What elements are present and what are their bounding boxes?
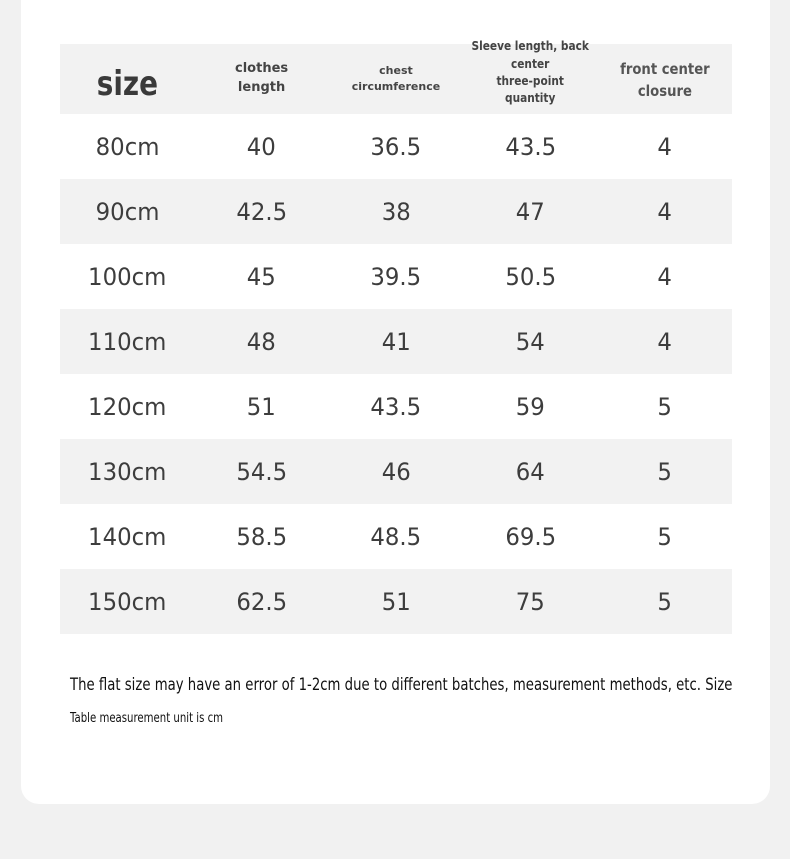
cell-sleeve-length: 64: [515, 457, 545, 486]
cell-clothes-length: 58.5: [236, 522, 287, 551]
cell-front-center-closure: 5: [657, 392, 673, 421]
cell-clothes-length: 42.5: [236, 197, 287, 226]
table-row: [60, 439, 732, 504]
cell-size: 80cm: [95, 132, 160, 161]
cell-sleeve-length: 43.5: [504, 132, 556, 161]
cell-chest-circumference: 46: [381, 457, 411, 486]
cell-front-center-closure: 5: [657, 457, 673, 486]
cell-chest-circumference: 41: [381, 327, 411, 356]
cell-chest-circumference: 48.5: [370, 522, 422, 551]
header-sleeve-length: Sleeve length, back center three-point quantity: [471, 39, 590, 106]
cell-front-center-closure: 5: [657, 587, 673, 616]
measurement-note-line-2: Table measurement unit is cm: [70, 711, 224, 726]
table-header: [60, 39, 732, 114]
header-row: [60, 44, 732, 114]
cell-sleeve-length: 59: [515, 392, 545, 421]
table-row: [60, 569, 732, 634]
cell-size: 100cm: [88, 262, 167, 291]
cell-chest-circumference: 38: [381, 197, 411, 226]
cell-clothes-length: 54.5: [236, 457, 287, 486]
table-row: [60, 374, 732, 439]
header-chest-circumference: chest circumference: [351, 64, 441, 93]
table-row: [60, 309, 732, 374]
cell-front-center-closure: 4: [657, 327, 673, 356]
cell-clothes-length: 51: [247, 392, 277, 421]
measurement-note-line-1: The flat size may have an error of 1-2cm due to different batches, measurement methods, etc. Size: [70, 675, 733, 695]
table-row: [60, 504, 732, 569]
cell-clothes-length: 45: [247, 262, 277, 291]
header-front-center-closure: front center closure: [619, 60, 710, 100]
cell-front-center-closure: 4: [657, 262, 673, 291]
table-body: [60, 114, 732, 634]
cell-clothes-length: 48: [247, 327, 277, 356]
cell-size: 110cm: [88, 327, 167, 356]
cell-chest-circumference: 39.5: [370, 262, 422, 291]
header-size: size: [96, 64, 158, 104]
table-row: [60, 114, 732, 179]
cell-size: 140cm: [88, 522, 167, 551]
cell-front-center-closure: 4: [657, 197, 673, 226]
cell-size: 90cm: [95, 197, 160, 226]
cell-sleeve-length: 50.5: [504, 262, 556, 291]
cell-sleeve-length: 54: [515, 327, 545, 356]
cell-chest-circumference: 36.5: [370, 132, 422, 161]
cell-clothes-length: 62.5: [236, 587, 287, 616]
size-table: [60, 39, 732, 634]
cell-front-center-closure: 5: [657, 522, 673, 551]
cell-clothes-length: 40: [247, 132, 277, 161]
cell-sleeve-length: 47: [515, 197, 545, 226]
cell-sleeve-length: 69.5: [504, 522, 556, 551]
cell-front-center-closure: 4: [657, 132, 673, 161]
cell-size: 130cm: [88, 457, 167, 486]
cell-chest-circumference: 43.5: [370, 392, 422, 421]
header-clothes-length: clothes length: [235, 61, 289, 95]
table-row: [60, 244, 732, 309]
table-row: [60, 179, 732, 244]
cell-size: 150cm: [88, 587, 167, 616]
cell-chest-circumference: 51: [381, 587, 411, 616]
cell-size: 120cm: [88, 392, 167, 421]
cell-sleeve-length: 75: [515, 587, 545, 616]
